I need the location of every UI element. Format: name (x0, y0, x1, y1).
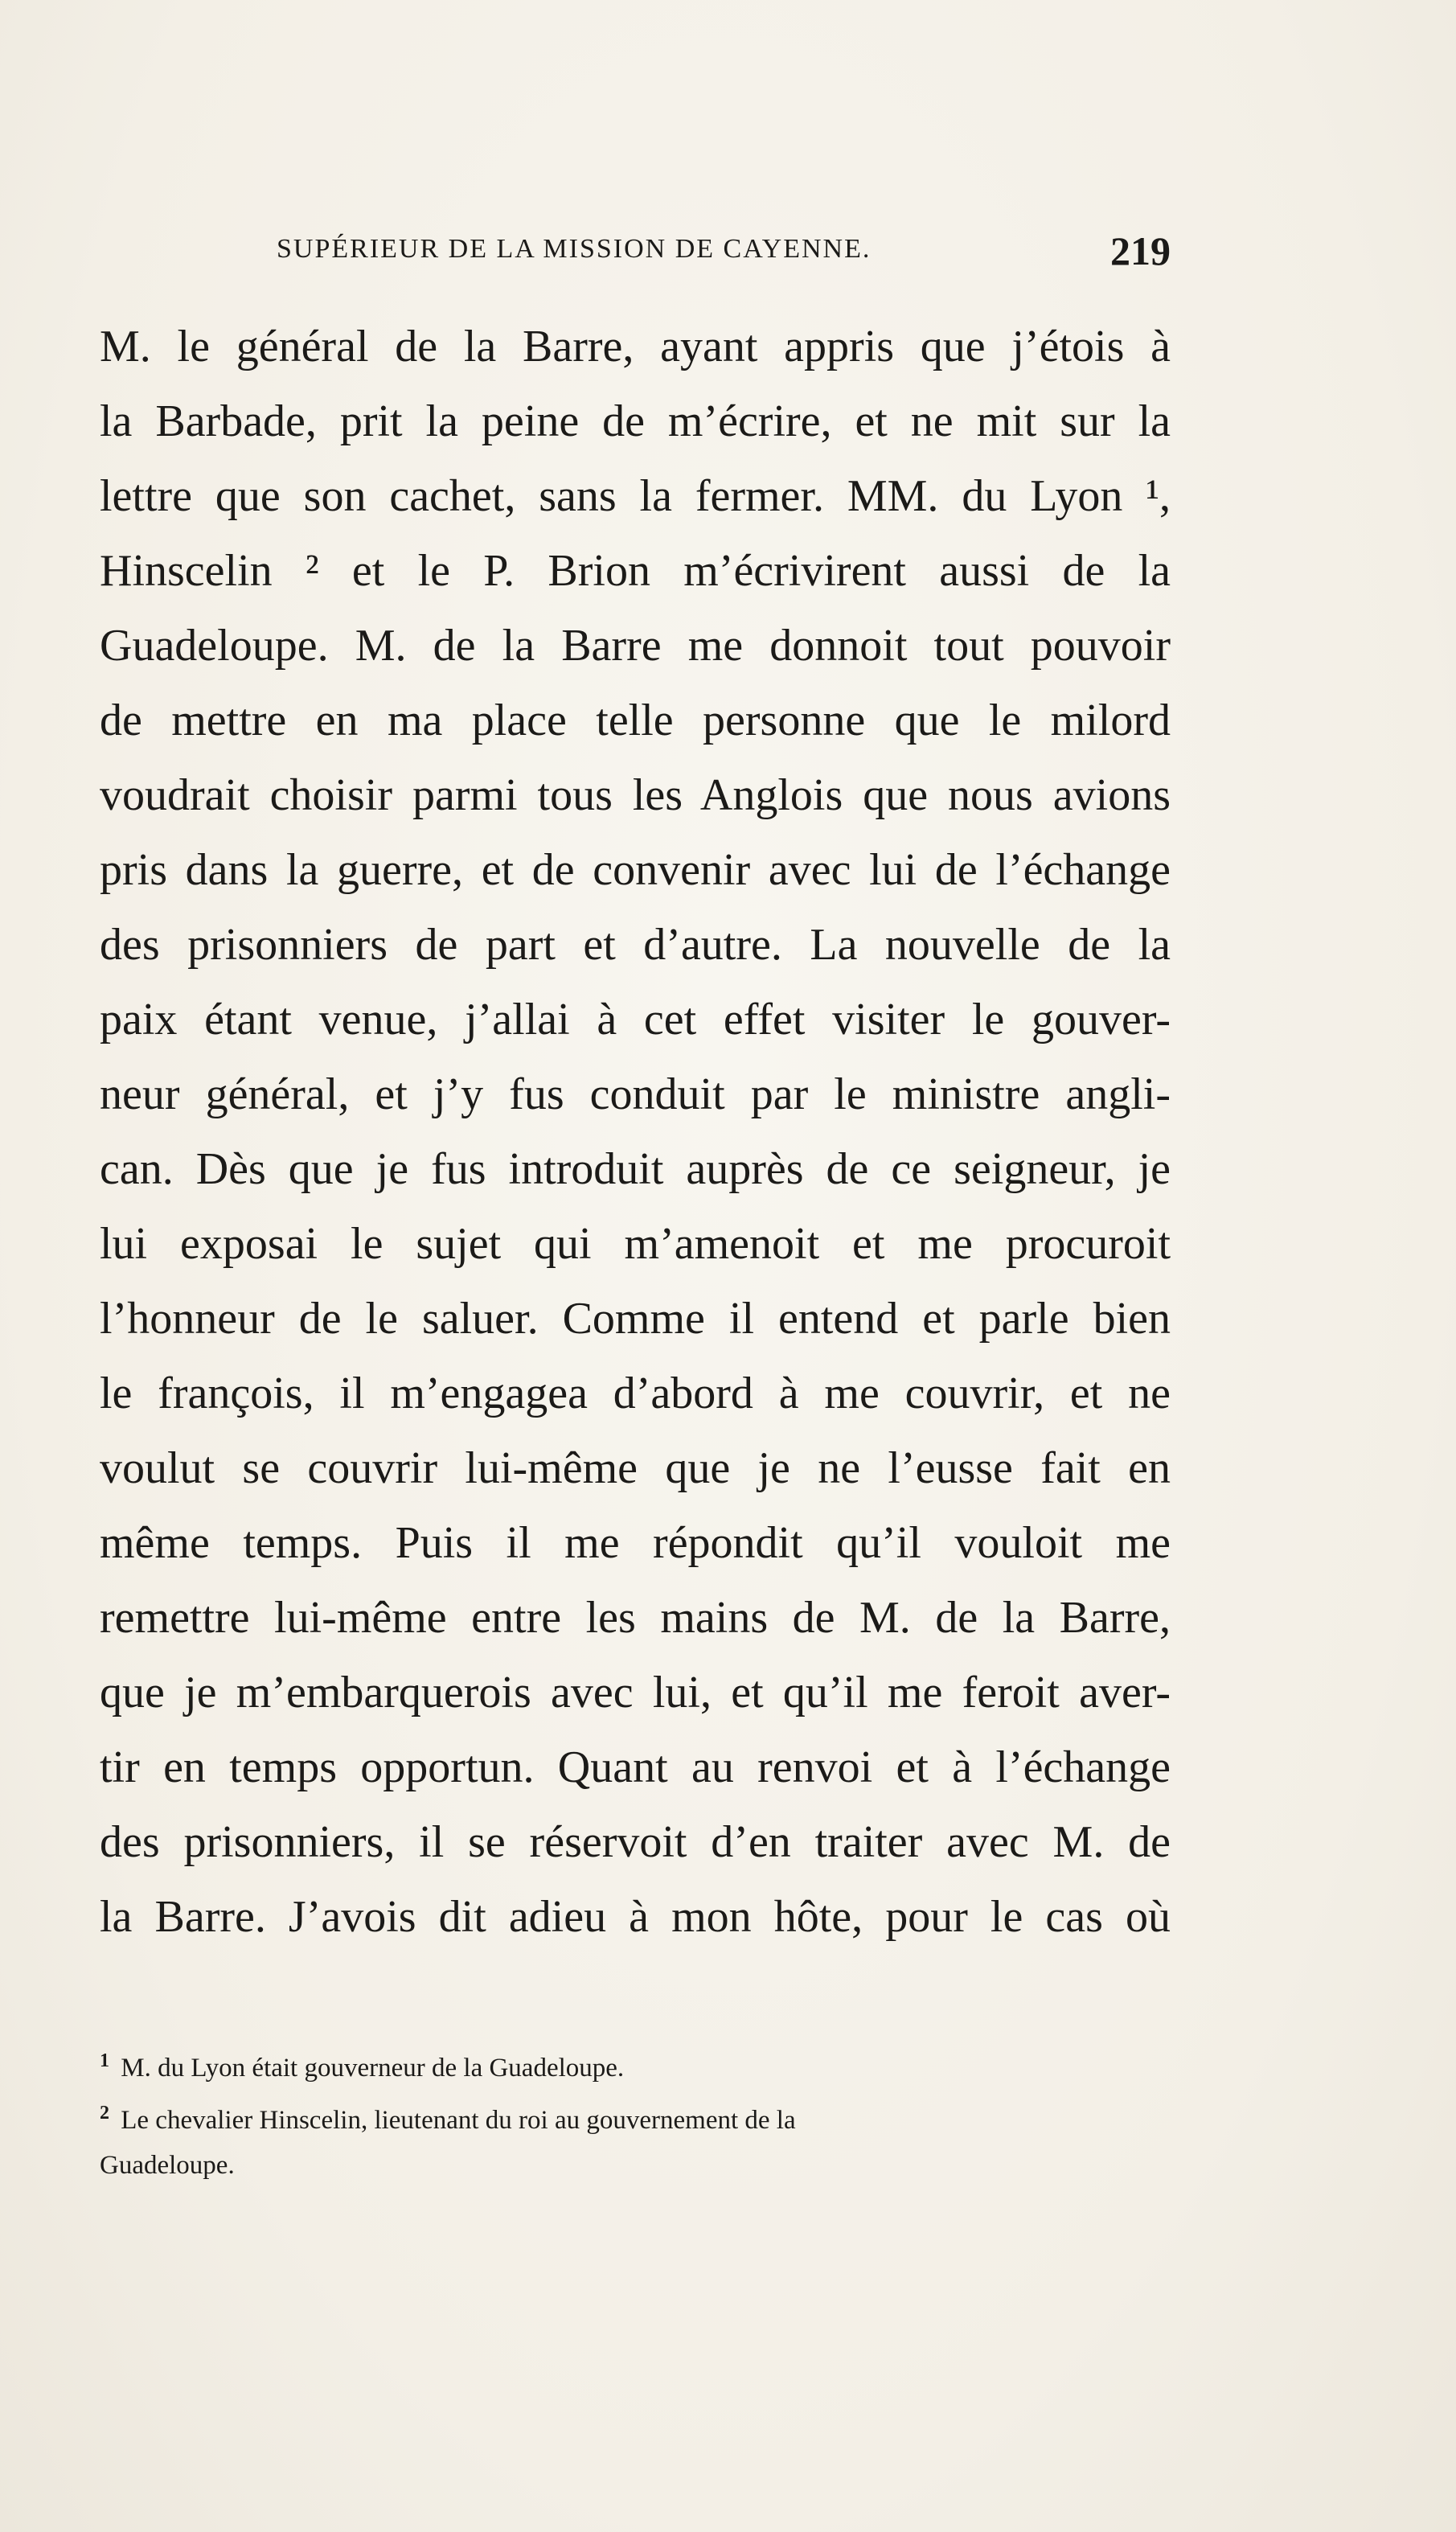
text-line: des prisonniers de part et d’autre. La nouvelle de la (100, 920, 1171, 970)
footnote-2 (100, 2091, 1171, 2143)
text-line: la Barre. J’avois dit adieu à mon hôte, pour le cas où (100, 1892, 1171, 1942)
text-line: pris dans la guerre, et de convenir avec lui de l’échange (100, 845, 1171, 895)
text-line: paix étant venue, j’allai à cet effet visiter le gouver- (100, 995, 1171, 1044)
text-line: de mettre en ma place telle personne que le milord (100, 696, 1171, 745)
text-line: Guadeloupe. M. de la Barre me donnoit tout pouvoir (100, 621, 1171, 671)
text-line: l’honneur de le saluer. Comme il entend et parle bien (100, 1294, 1171, 1344)
text-line: tir en temps opportun. Quant au renvoi et à l’échange (100, 1742, 1171, 1792)
footnotes (100, 2038, 1171, 2188)
footnote-1 (100, 2038, 1171, 2091)
footnote-number: 2 (100, 2103, 109, 2124)
text-line: que je m’embarquerois avec lui, et qu’il me feroit aver- (100, 1668, 1171, 1717)
text-line: lui exposai le sujet qui m’amenoit et me procuroit (100, 1219, 1171, 1269)
footnote-number: 1 (100, 2050, 109, 2071)
text-line: la Barbade, prit la peine de m’écrire, et ne mit sur la (100, 396, 1171, 446)
text-line: même temps. Puis il me répondit qu’il vouloit me (100, 1518, 1171, 1568)
text-line: M. le général de la Barre, ayant appris que j’étois à (100, 322, 1171, 371)
text-line: can. Dès que je fus introduit auprès de ce seigneur, je (100, 1144, 1171, 1194)
text-line: remettre lui-même entre les mains de M. de la Barre, (100, 1593, 1171, 1643)
footnote-2-continuation: Guadeloupe. (100, 2151, 235, 2180)
text-line: neur général, et j’y fus conduit par le ministre angli- (100, 1069, 1171, 1119)
page-number: 219 (1110, 228, 1171, 273)
text-line: des prisonniers, il se réservoit d’en traiter avec M. de (100, 1817, 1171, 1867)
running-head (277, 228, 1171, 276)
body-text (100, 310, 1171, 1955)
text-line: lettre que son cachet, sans la fermer. MM. du Lyon ¹, (100, 471, 1171, 521)
text-line: Hinscelin ² et le P. Brion m’écrivirent aussi de la (100, 546, 1171, 596)
running-title: SUPÉRIEUR DE LA MISSION DE CAYENNE. (277, 234, 872, 264)
text-line: le françois, il m’engagea d’abord à me couvrir, et ne (100, 1369, 1171, 1418)
footnote-text: M. du Lyon était gouverneur de la Guadeloupe. (121, 2054, 625, 2083)
text-line: voulut se couvrir lui-même que je ne l’eusse fait en (100, 1443, 1171, 1493)
text-line: voudrait choisir parmi tous les Anglois que nous avions (100, 770, 1171, 820)
footnote-text: Le chevalier Hinscelin, lieutenant du roi au gouvernement de la (121, 2106, 796, 2135)
